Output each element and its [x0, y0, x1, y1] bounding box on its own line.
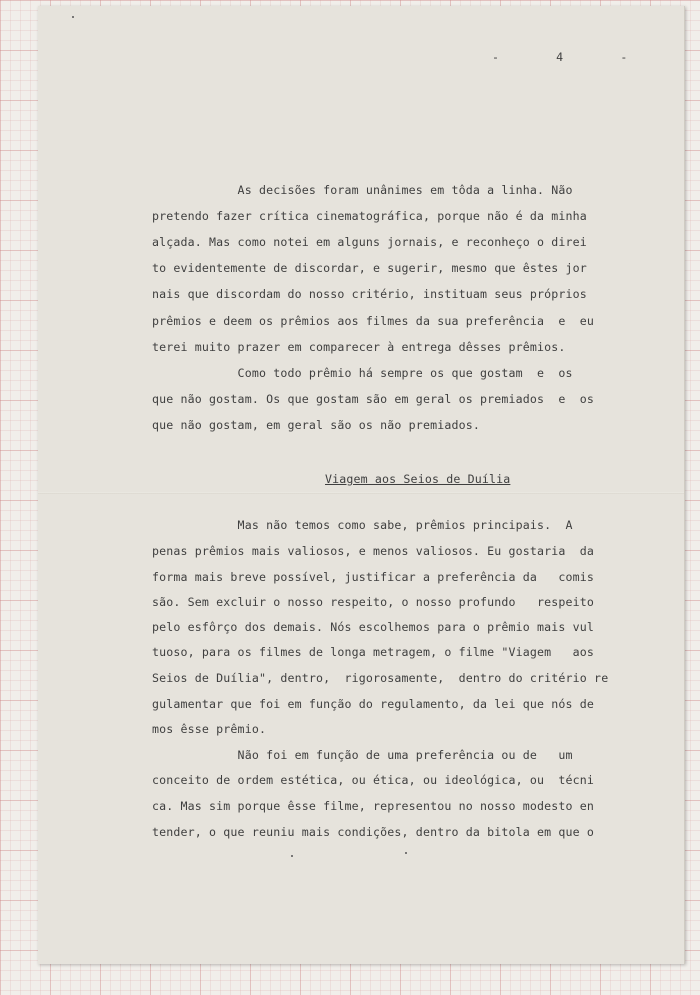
paragraph-line: que não gostam. Os que gostam são em geral os premiados e os [152, 392, 595, 406]
paragraph-line: conceito de ordem estética, ou ética, ou ideológica, ou técni [152, 773, 595, 787]
paragraph-line: Como todo prêmio há sempre os que gostam e os [152, 366, 573, 380]
ink-speck [291, 855, 293, 857]
paragraph-line: alçada. Mas como notei em alguns jornais, e reconheço o direi [152, 235, 587, 249]
paragraph-line: terei muito prazer em comparecer à entrega dêsses prêmios. [152, 340, 566, 354]
paragraph-line: penas prêmios mais valiosos, e menos valiosos. Eu gostaria da [152, 544, 595, 558]
paragraph-line: Não foi em função de uma preferência ou de um [152, 748, 573, 762]
section-heading: Viagem aos Seios de Duília [325, 472, 511, 486]
paragraph-line: Mas não temos como sabe, prêmios principais. A [152, 518, 573, 532]
page-number: - 4 - [492, 50, 628, 64]
paragraph-line: nais que discordam do nosso critério, instituam seus próprios [152, 287, 587, 301]
paragraph-line: ca. Mas sim porque êsse filme, representou no nosso modesto en [152, 799, 595, 813]
ink-speck [405, 852, 407, 854]
paragraph-line: pelo esfôrço dos demais. Nós escolhemos para o prêmio mais vul [152, 620, 595, 634]
paragraph-line: Seios de Duília", dentro, rigorosamente, dentro do critério re [152, 671, 609, 685]
paragraph-line: são. Sem excluir o nosso respeito, o nosso profundo respeito [152, 595, 595, 609]
paragraph-line: que não gostam, em geral são os não premiados. [152, 418, 480, 432]
paragraph-line: tuoso, para os filmes de longa metragem, o filme "Viagem aos [152, 645, 595, 659]
paper-fold [38, 492, 684, 494]
paragraph-line: prêmios e deem os prêmios aos filmes da sua preferência e eu [152, 314, 595, 328]
paragraph-line: mos êsse prêmio. [152, 722, 267, 736]
paragraph-line: tender, o que reuniu mais condições, dentro da bitola em que o [152, 825, 595, 839]
paragraph-line: gulamentar que foi em função do regulamento, da lei que nós de [152, 697, 595, 711]
paragraph-line: As decisões foram unânimes em tôda a linha. Não [152, 183, 573, 197]
paragraph-line: to evidentemente de discordar, e sugerir, mesmo que êstes jor [152, 261, 587, 275]
ink-speck [72, 16, 74, 18]
paragraph-line: forma mais breve possível, justificar a preferência da comis [152, 570, 595, 584]
document-page [38, 6, 685, 964]
paragraph-line: pretendo fazer crítica cinematográfica, porque não é da minha [152, 209, 587, 223]
